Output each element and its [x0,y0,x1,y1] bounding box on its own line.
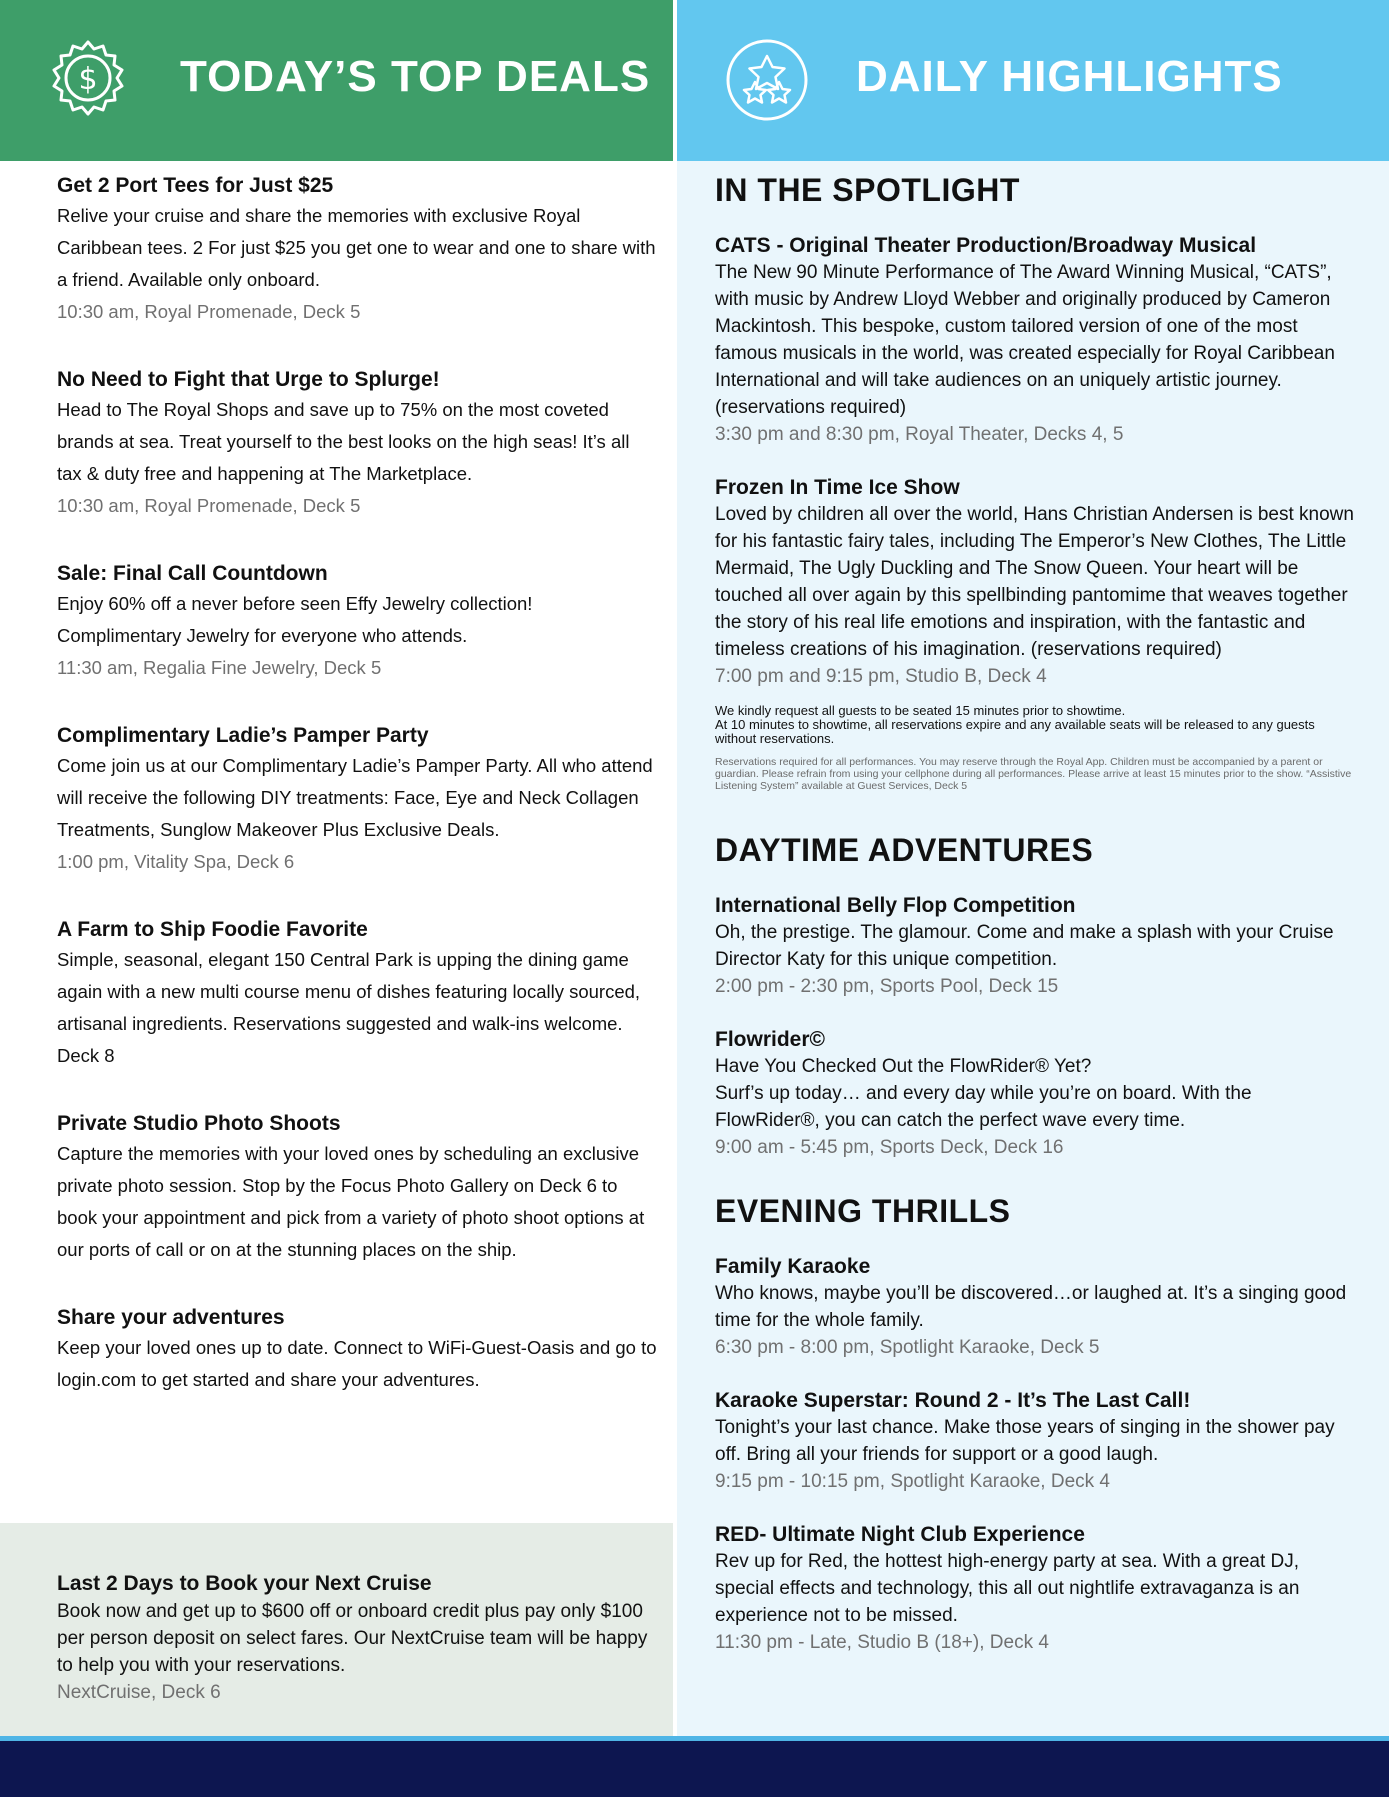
event-title: Karaoke Superstar: Round 2 - It’s The Last Call! [715,1389,1191,1412]
deal-time-location: 1:00 pm, Vitality Spa, Deck 6 [57,851,295,872]
fine-print: Reservations required for all performances. You may reserve through the Royal App. Children must be accompanied by a parent or guardian. Please refrain from using your cellphone during all performances. Please arrive at least 15 minutes prior to the show. “Assistive Listening System” available at Guest Services, Deck 5 [715,756,1352,792]
event-time-location: 7:00 pm and 9:15 pm, Studio B, Deck 4 [715,666,1047,687]
deal-item [57,916,657,1072]
spotlight-heading: IN THE SPOTLIGHT [715,172,1020,208]
promo-description: Book now and get up to $600 off or onboard credit plus pay only $100 per person deposit on select fares. Our NextCruise team will be happy to help you with your reservations. [57,1601,648,1676]
event-item [715,1521,1355,1656]
event-time-location: 3:30 pm and 8:30 pm, Royal Theater, Decks 4, 5 [715,424,1124,445]
event-description: Tonight’s your last chance. Make those years of singing in the shower pay off. Bring all your friends for support or a good laugh. [715,1417,1335,1465]
highlights-content [715,170,1355,1682]
event-item [715,474,1355,690]
deal-description: Relive your cruise and share the memories with exclusive Royal Caribbean tees. 2 For just $25 you get one to wear and one to share with a friend. Available only onboard. [57,205,656,290]
deal-description: Capture the memories with your loved ones by scheduling an exclusive private photo session. Stop by the Focus Photo Gallery on Deck 6 to book your appointment and pick from a variety of photo shoot options at our ports of call or on at the stunning places on the ship. [57,1143,645,1260]
deal-title: Get 2 Port Tees for Just $25 [57,174,334,197]
event-description: Surf’s up today… and every day while you’re on board. With the FlowRider®, you can catch the perfect wave every time. [715,1083,1252,1131]
deal-time-location: 10:30 am, Royal Promenade, Deck 5 [57,495,361,516]
top-deals-header [0,0,673,161]
event-time-location: 9:00 am - 5:45 pm, Sports Deck, Deck 16 [715,1137,1064,1158]
daytime-heading: DAYTIME ADVENTURES [715,832,1094,868]
deal-time-location: 10:30 am, Royal Promenade, Deck 5 [57,301,361,322]
deal-title: A Farm to Ship Foodie Favorite [57,918,368,941]
event-item [715,892,1355,1000]
deal-description: Simple, seasonal, elegant 150 Central Park is upping the dining game again with a new multi course menu of dishes featuring locally sourced, artisanal ingredients. Reservations suggested and walk-ins welcome. Deck 8 [57,949,641,1066]
deal-title: Private Studio Photo Shoots [57,1112,341,1135]
deal-item [57,172,657,328]
event-item [715,1253,1355,1361]
deal-description: Come join us at our Complimentary Ladie’s Pamper Party. All who attend will receive the following DIY treatments: Face, Eye and Neck Collagen Treatments, Sunglow Makeover Plus Exclusive Deals. [57,755,653,840]
deal-item [57,1110,657,1266]
seating-notice: We kindly request all guests to be seated 15 minutes prior to showtime. [715,703,1126,718]
deal-description: Enjoy 60% off a never before seen Effy Jewelry collection! Complimentary Jewelry for everyone who attends. [57,593,533,646]
event-title: CATS - Original Theater Production/Broadway Musical [715,234,1257,257]
event-title: Family Karaoke [715,1255,871,1278]
event-time-location: 9:15 pm - 10:15 pm, Spotlight Karaoke, Deck 4 [715,1471,1110,1492]
deal-item [57,560,657,684]
reservation-notice: At 10 minutes to showtime, all reservations expire and any available seats will be released to any guests without reservations. [715,717,1315,746]
event-time-location: 11:30 pm - Late, Studio B (18+), Deck 4 [715,1632,1049,1653]
event-title: International Belly Flop Competition [715,894,1076,917]
deal-title: Complimentary Ladie’s Pamper Party [57,724,429,747]
footer-bar [0,1741,1389,1797]
daily-highlights-header [677,0,1389,161]
event-title: Frozen In Time Ice Show [715,476,960,499]
deal-item [57,722,657,878]
promo-title: Last 2 Days to Book your Next Cruise [57,1572,432,1595]
dollar-badge-icon [46,38,130,122]
deal-time-location: 11:30 am, Regalia Fine Jewelry, Deck 5 [57,657,382,678]
event-item [715,1387,1355,1495]
event-item [715,1026,1355,1161]
deal-description: Keep your loved ones up to date. Connect to WiFi-Guest-Oasis and go to login.com to get started and share your adventures. [57,1337,657,1390]
event-title: Flowrider© [715,1028,825,1051]
event-time-location: 6:30 pm - 8:00 pm, Spotlight Karaoke, Deck 5 [715,1337,1100,1358]
event-description: Who knows, maybe you’ll be discovered…or laughed at. It’s a singing good time for the whole family. [715,1283,1347,1331]
event-item [715,232,1355,448]
daily-highlights-title: DAILY HIGHLIGHTS [856,52,1283,101]
event-time-location: 2:00 pm - 2:30 pm, Sports Pool, Deck 15 [715,976,1059,997]
deal-title: No Need to Fight that Urge to Splurge! [57,368,440,391]
event-description: Rev up for Red, the hottest high-energy party at sea. With a great DJ, special effects and technology, this all out nightlife extravaganza is an experience not to be missed. [715,1551,1300,1626]
evening-heading: EVENING THRILLS [715,1193,1011,1229]
deals-list [57,172,657,1434]
event-description: Oh, the prestige. The glamour. Come and make a splash with your Cruise Director Katy for this unique competition. [715,922,1334,970]
stars-circle-icon [725,38,809,122]
svg-text:$: $ [78,62,98,97]
deal-title: Sale: Final Call Countdown [57,562,328,585]
deal-description: Head to The Royal Shops and save up to 75% on the most coveted brands at sea. Treat yourself to the best looks on the high seas! It’s all tax & duty free and happening at The Marketplace. [57,399,630,484]
event-description: Have You Checked Out the FlowRider® Yet? [715,1056,1092,1077]
top-deals-title: TODAY’S TOP DEALS [180,52,651,101]
event-description: Loved by children all over the world, Hans Christian Andersen is best known for his fantastic fairy tales, including The Emperor’s New Clothes, The Little Mermaid, The Ugly Duckling and The Snow Queen. Your heart will be touched all over again by this spellbinding pantomime that weaves together the story of his real life emotions and inspiration, with the fantastic and timeless creations of his imagination. (reservations required) [715,504,1354,660]
deal-item [57,1304,657,1396]
event-description: The New 90 Minute Performance of The Award Winning Musical, “CATS”, with music by Andrew Lloyd Webber and originally produced by Cameron Mackintosh. This bespoke, custom tailored version of one of the most famous musicals in the world, was created especially for Royal Caribbean International and will take audiences on an uniquely artistic journey. (reservations required) [715,262,1335,418]
deal-item [57,366,657,522]
deal-title: Share your adventures [57,1306,285,1329]
event-title: RED- Ultimate Night Club Experience [715,1523,1085,1546]
promo-location: NextCruise, Deck 6 [57,1682,221,1703]
next-cruise-promo [0,1523,673,1736]
